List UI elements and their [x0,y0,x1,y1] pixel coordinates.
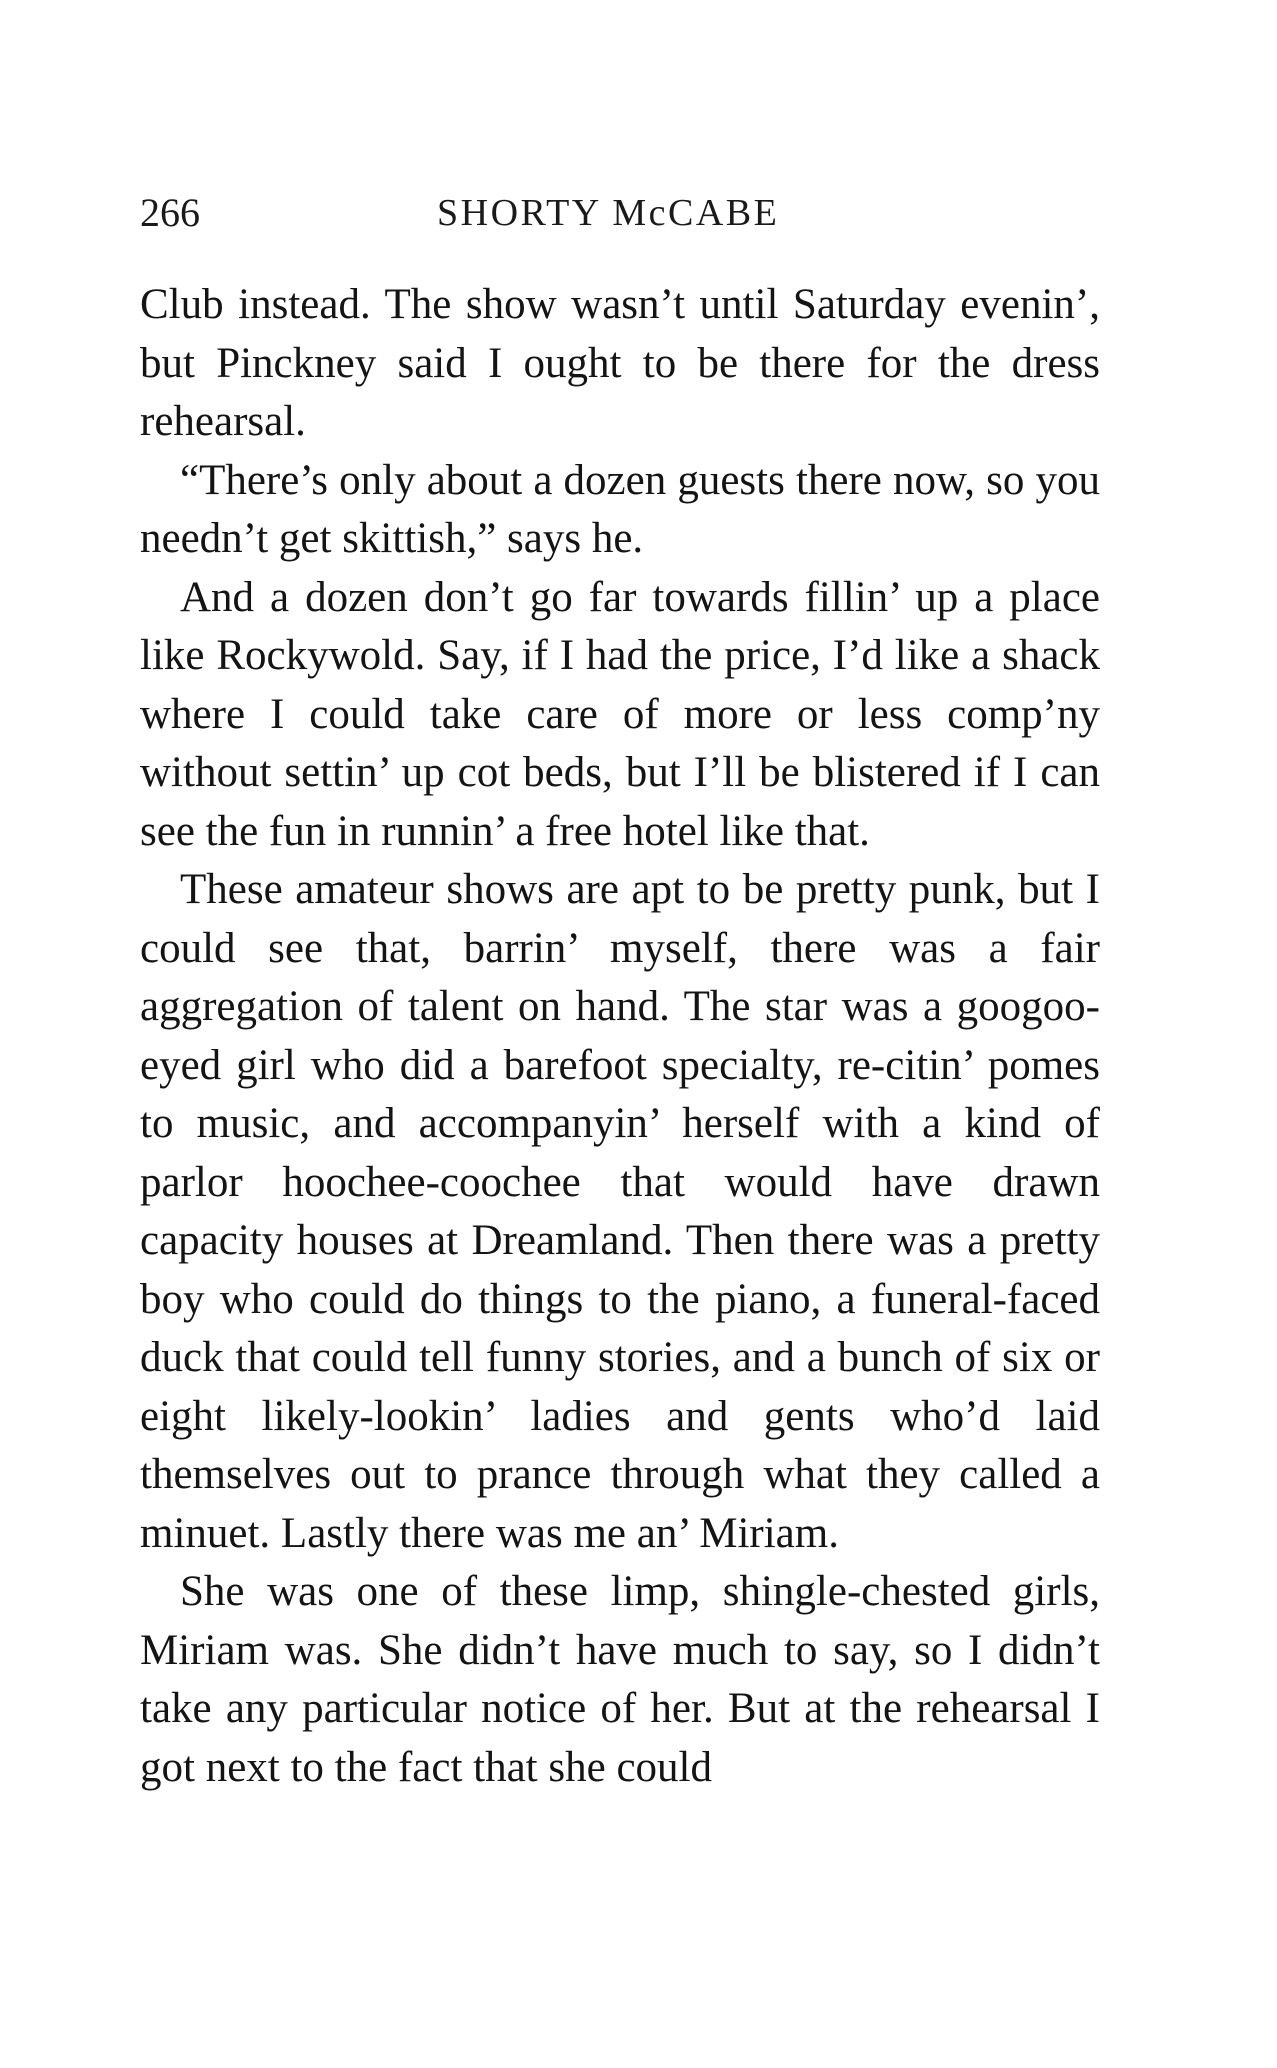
running-head [140,188,1100,238]
paragraph: She was one of these limp, shingle-chested girls, Miriam was. She didn’t have much to say, so I didn’t take any particular notice of her. But at the rehearsal I got next to the fact that she could [140,1568,1100,1791]
body-text [140,276,1100,1797]
paragraph: These amateur shows are apt to be pretty punk, but I could see that, barrin’ myself, there was a fair aggregation of talent on hand. The star was a googoo-eyed girl who did a barefoot specialty, re-citin’ pomes to music, and accompanyin’ herself with a kind of parlor hoochee-coochee that would have drawn capacity houses at Dreamland. Then there was a pretty boy who could do things to the piano, a funeral-faced duck that could tell funny stories, and a bunch of six or eight likely-lookin’ ladies and gents who’d laid themselves out to prance through what they called a minuet. Lastly there was me an’ Miriam. [140,866,1100,1557]
book-title: SHORTY McCABE [437,192,780,234]
paragraph: And a dozen don’t go far towards fillin’ up a place like Rockywold. Say, if I had the price, I’d like a shack where I could take care of more or less comp’ny without settin’ up cot beds, but I’ll be blistered if I can see the fun in runnin’ a free hotel like that. [140,573,1100,855]
page-number: 266 [140,190,200,235]
paragraph-continued: Club instead. The show wasn’t until Saturday evenin’, but Pinckney said I ought to be there for the dress rehearsal. [140,281,1100,445]
paragraph: “There’s only about a dozen guests there now, so you needn’t get skittish,” says he. [140,456,1100,562]
